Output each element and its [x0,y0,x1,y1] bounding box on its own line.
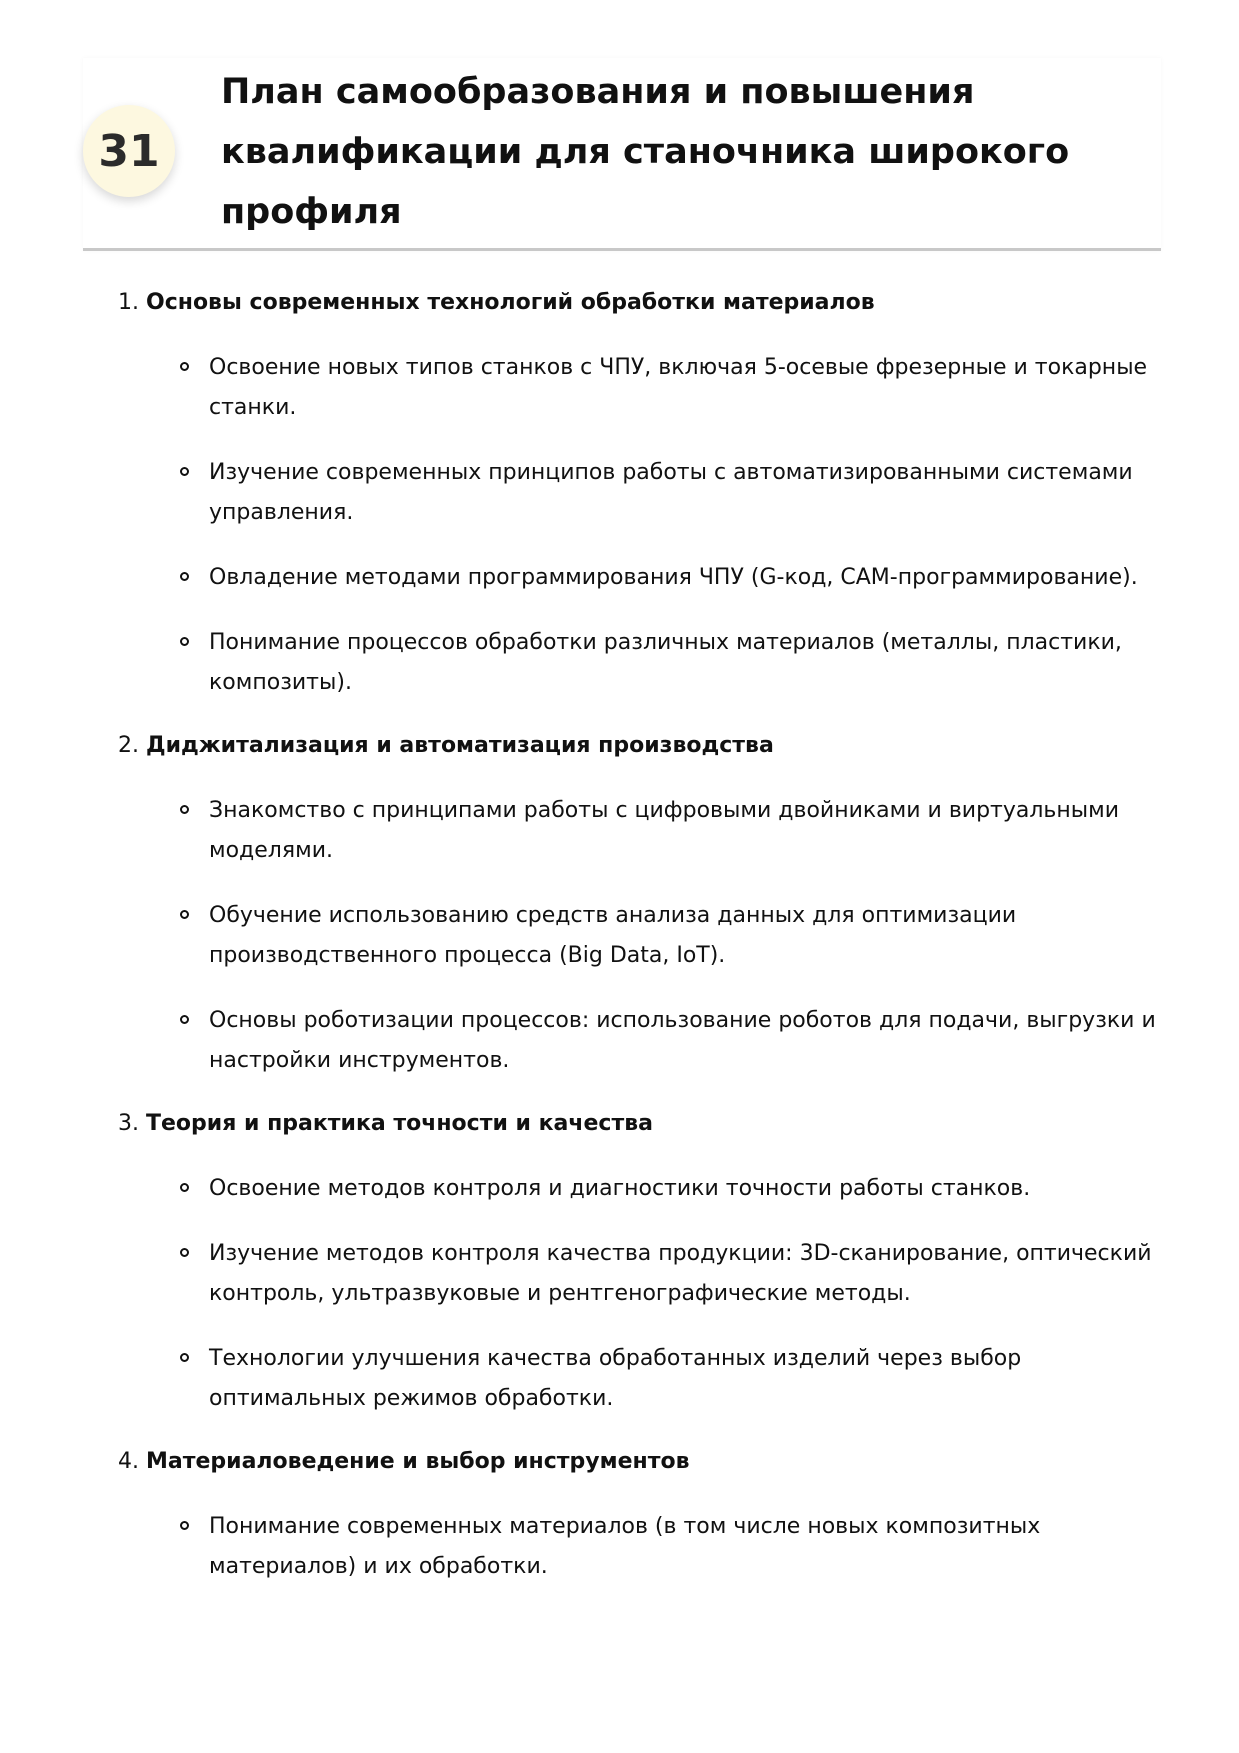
section-heading [0,731,1239,761]
list-item [0,348,1239,428]
list-item [0,1234,1239,1314]
list-item [0,896,1239,976]
circle-bullet-icon [180,1248,189,1257]
list-item [0,1339,1239,1419]
section-number: 2. [118,733,139,758]
circle-bullet-icon [180,805,189,814]
plan-content [0,288,1239,1615]
section-heading [0,288,1239,318]
circle-bullet-icon [180,467,189,476]
section-title: Основы современных технологий обработки материалов [146,290,875,315]
section-heading [0,1447,1239,1477]
section-items [0,791,1239,1081]
section-4 [0,1447,1239,1587]
list-item [0,623,1239,703]
list-item-text: Знакомство с принципами работы с цифровыми двойниками и виртуальными моделями. [209,798,1120,863]
list-item [0,453,1239,533]
page-number-badge: 31 [83,105,175,197]
list-item-text: Понимание процессов обработки различных материалов (металлы, пластики, композиты). [209,630,1122,695]
list-item [0,1169,1239,1209]
list-item-text: Овладение методами программирования ЧПУ (G-код, CAM-программирование). [209,565,1138,590]
circle-bullet-icon [180,572,189,581]
section-number: 1. [118,290,139,315]
section-number: 3. [118,1111,139,1136]
list-item [0,791,1239,871]
circle-bullet-icon [180,1183,189,1192]
circle-bullet-icon [180,1353,189,1362]
section-3 [0,1109,1239,1419]
list-item [0,558,1239,598]
list-item-text: Понимание современных материалов (в том числе новых композитных материалов) и их обработки. [209,1514,1041,1579]
section-title: Теория и практика точности и качества [146,1111,653,1136]
section-1 [0,288,1239,703]
circle-bullet-icon [180,910,189,919]
section-2 [0,731,1239,1081]
list-item-text: Освоение методов контроля и диагностики точности работы станков. [209,1176,1031,1201]
circle-bullet-icon [180,637,189,646]
circle-bullet-icon [180,1521,189,1530]
page-title: План самообразования и повышения квалификации для станочника широкого профиля [221,72,1070,232]
list-item [0,1507,1239,1587]
list-item-text: Технологии улучшения качества обработанных изделий через выбор оптимальных режимов обработки. [209,1346,1022,1411]
list-item-text: Освоение новых типов станков с ЧПУ, включая 5-осевые фрезерные и токарные станки. [209,355,1148,420]
list-item-text: Обучение использованию средств анализа данных для оптимизации производственного процесса (Big Data, IoT). [209,903,1017,968]
section-title: Диджитализация и автоматизация производства [146,733,774,758]
list-item-text: Изучение методов контроля качества продукции: 3D-сканирование, оптический контроль, ультразвуковые и рентгенографические методы. [209,1241,1152,1306]
list-item [0,1001,1239,1081]
section-title: Материаловедение и выбор инструментов [146,1449,690,1474]
section-items [0,1169,1239,1419]
section-items [0,1507,1239,1587]
section-items [0,348,1239,703]
list-item-text: Основы роботизации процессов: использование роботов для подачи, выгрузки и настройки инструментов. [209,1008,1156,1073]
circle-bullet-icon [180,1015,189,1024]
section-number: 4. [118,1449,139,1474]
section-heading [0,1109,1239,1139]
list-item-text: Изучение современных принципов работы с автоматизированными системами управления. [209,460,1133,525]
circle-bullet-icon [180,362,189,371]
